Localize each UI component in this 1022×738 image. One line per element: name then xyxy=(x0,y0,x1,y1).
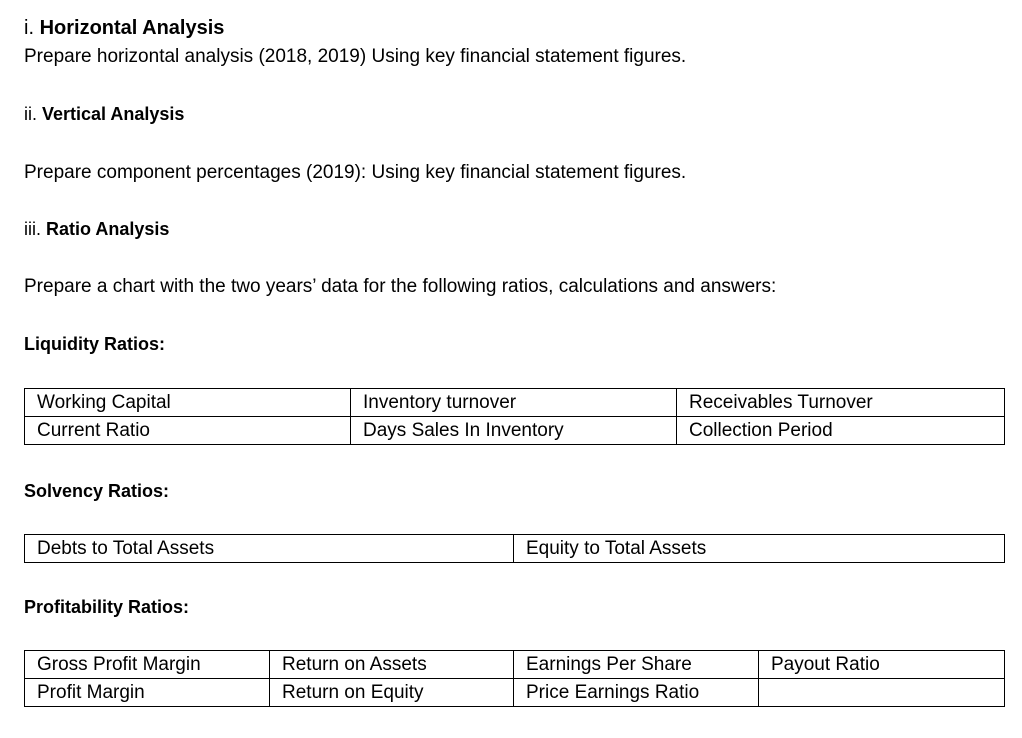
table-cell: Days Sales In Inventory xyxy=(351,417,677,445)
liquidity-ratios-label: Liquidity Ratios: xyxy=(24,334,165,354)
horizontal-analysis-heading xyxy=(24,18,224,38)
table-cell: Debts to Total Assets xyxy=(25,535,514,563)
solvency-ratios-label: Solvency Ratios: xyxy=(24,481,170,501)
vertical-analysis-instruction: Prepare component percentages (2019): Using key financial statement figures. xyxy=(24,162,687,183)
table-cell: Return on Assets xyxy=(270,651,514,679)
horizontal-analysis-prefix: i. xyxy=(24,17,34,39)
table-cell: Earnings Per Share xyxy=(514,651,759,679)
ratio-analysis-heading xyxy=(24,220,169,238)
table-row xyxy=(25,389,1005,417)
table-cell: Receivables Turnover xyxy=(677,389,1005,417)
table-cell: Gross Profit Margin xyxy=(25,651,270,679)
table-row xyxy=(25,679,1005,707)
table-cell: Profit Margin xyxy=(25,679,270,707)
table-cell: Equity to Total Assets xyxy=(514,535,1005,563)
table-cell: Current Ratio xyxy=(25,417,351,445)
liquidity-ratios-table xyxy=(24,388,1005,445)
table-row xyxy=(25,535,1005,563)
table-cell: Collection Period xyxy=(677,417,1005,445)
horizontal-analysis-instruction: Prepare horizontal analysis (2018, 2019) Using key financial statement figures. xyxy=(24,46,687,67)
profitability-ratios-table xyxy=(24,650,1005,707)
vertical-analysis-title: Vertical Analysis xyxy=(42,104,185,124)
vertical-analysis-heading xyxy=(24,105,184,123)
table-cell: Working Capital xyxy=(25,389,351,417)
table-cell: Inventory turnover xyxy=(351,389,677,417)
vertical-analysis-prefix: ii. xyxy=(24,104,37,124)
profitability-ratios-label: Profitability Ratios: xyxy=(24,597,190,617)
table-cell: Price Earnings Ratio xyxy=(514,679,759,707)
table-cell: Payout Ratio xyxy=(759,651,1005,679)
ratio-analysis-prefix: iii. xyxy=(24,219,41,239)
table-row xyxy=(25,417,1005,445)
solvency-ratios-table xyxy=(24,534,1005,563)
table-cell: Return on Equity xyxy=(270,679,514,707)
ratio-analysis-instruction: Prepare a chart with the two years’ data for the following ratios, calculations and answers: xyxy=(24,276,777,297)
table-cell-empty xyxy=(759,679,1005,707)
table-row xyxy=(25,651,1005,679)
horizontal-analysis-title: Horizontal Analysis xyxy=(39,17,225,39)
ratio-analysis-title: Ratio Analysis xyxy=(46,219,170,239)
